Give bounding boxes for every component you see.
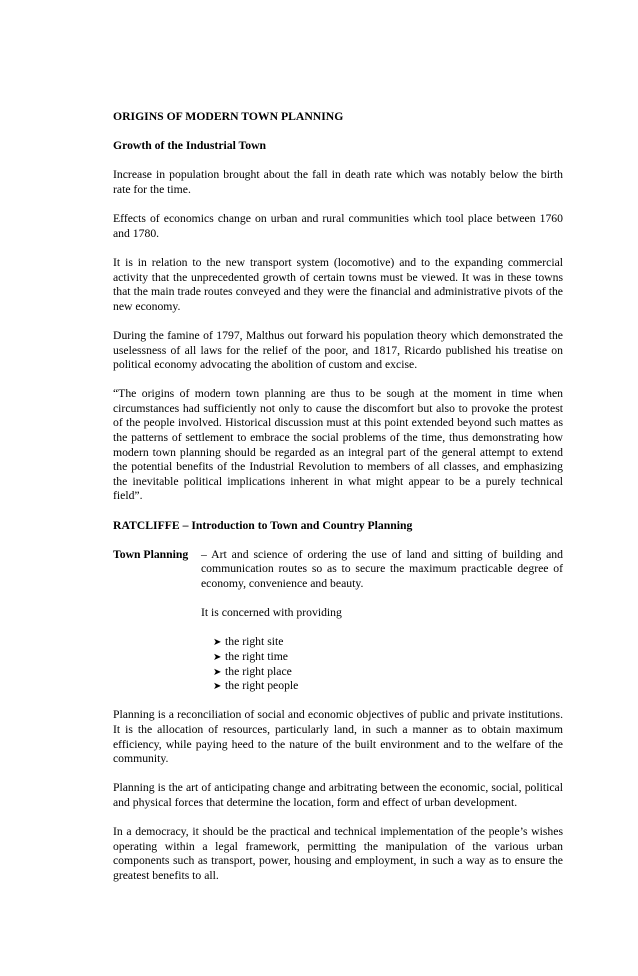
arrow-bullet-icon: ➤: [213, 666, 222, 678]
arrow-bullet-icon: ➤: [213, 651, 222, 663]
paragraph-democracy: In a democracy, it should be the practical and technical implementation of the people’s wishes operating within a legal framework, permitting the manipulation of the various urban components such as transport, power, housing and employment, in such a way as to ensure the greatest benefits to all.: [113, 825, 563, 882]
paragraph-transport: It is in relation to the new transport system (locomotive) and to the expanding commercial activity that the unprecedented growth of certain towns must be viewed. It was in these towns that the main trade routes conveyed and they were the financial and administrative pivots of the new economy.: [113, 255, 563, 313]
paragraph-population: Increase in population brought about the fall in death rate which was notably below the birth rate for the time.: [113, 168, 563, 196]
document-page: [113, 110, 563, 898]
paragraph-reconciliation: Planning is a reconciliation of social and economic objectives of public and private institutions. It is the allocation of resources, particularly land, in such a manner as to obtain maximum efficiency, while paying heed to the nature of the built environment and to the welfare of the community.: [113, 708, 563, 766]
document-title: ORIGINS OF MODERN TOWN PLANNING: [113, 110, 344, 123]
paragraph-quote: “The origins of modern town planning are thus to be sough at the moment in time when circumstances had sufficiently not only to cause the discomfort but also to provoke the protest of the people involved. Historical discussion must at this point extended beyond such mattes as the patterns of settlement to embrace the social problems of the time, thus demonstrating how modern town planning should be regarded as an integral part of the general attempt to extend the potential benefits of the Industrial Revolution to members of all classes, and emphasizing the inevitable political implications inherent in what might appear to be a purely technical field”.: [113, 387, 563, 503]
list-item-text: the right people: [225, 679, 299, 693]
list-item-text: the right time: [225, 649, 288, 663]
paragraph-economics: Effects of economics change on urban and rural communities which tool place between 1760 and 1780.: [113, 212, 563, 240]
paragraph-anticipating: Planning is the art of anticipating change and arbitrating between the economic, social, political and physical forces that determine the location, form and effect of urban development.: [113, 781, 563, 809]
list-item: [213, 650, 563, 665]
definition-text: – Art and science of ordering the use of land and sitting of building and communication routes so as to secure the maximum practicable degree of economy, convenience and beauty.: [201, 547, 563, 590]
document-subtitle: Growth of the Industrial Town: [113, 139, 267, 153]
paragraph-famine: During the famine of 1797, Malthus out forward his population theory which demonstrated the uselessness of all laws for the relief of the poor, and 1817, Ricardo published his treatise on political economy advocating the abolition of custom and excise.: [113, 328, 563, 372]
concerned-text: It is concerned with providing: [201, 606, 342, 620]
concerned-block: [201, 606, 563, 621]
list-item-text: the right place: [225, 664, 292, 678]
arrow-bullet-icon: ➤: [213, 681, 222, 693]
definition-term: Town Planning: [113, 547, 189, 561]
providing-list: [213, 635, 563, 693]
arrow-bullet-icon: ➤: [213, 637, 222, 649]
list-item: [213, 679, 563, 694]
list-item: [213, 665, 563, 680]
section-heading: RATCLIFFE – Introduction to Town and Country Planning: [113, 518, 413, 532]
town-planning-definition: [113, 548, 563, 592]
list-item: [213, 635, 563, 650]
list-item-text: the right site: [225, 635, 284, 649]
